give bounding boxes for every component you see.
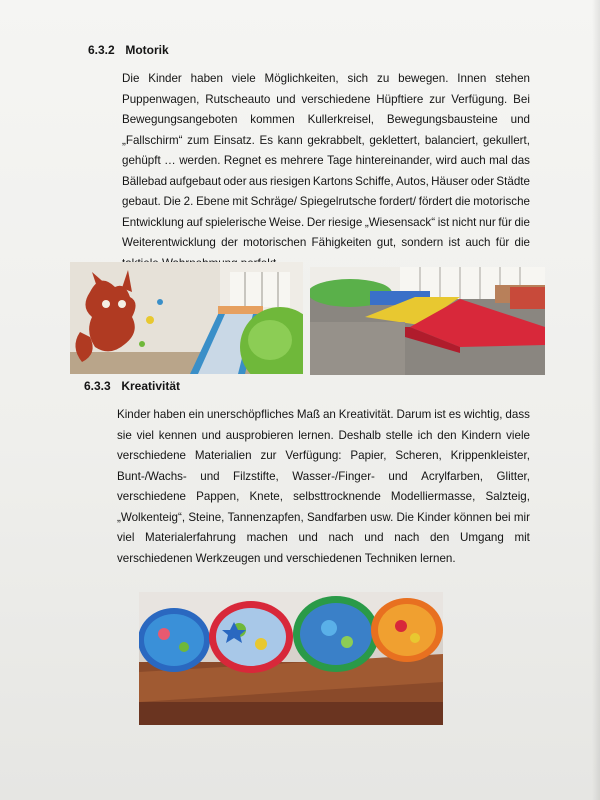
paragraph-line: Kinder haben ein unerschöpfliches Maß an Kreativität. Darum ist es wichtig, dass	[117, 408, 530, 421]
paragraph-line: gehüpft … werden. Regnet es mehrere Tage hintereinander, wird auch mal das	[122, 154, 530, 167]
paragraph-line: Puppenwagen, Rutscheauto und verschiedene Hüpftiere zur Verfügung. Bei	[122, 92, 530, 106]
page-edge-shadow	[592, 0, 600, 800]
paragraph-line: „Fallschirm“ zum Einsatz. Es kann gekrabbelt, geklettert, balanciert, gekullert,	[122, 133, 530, 147]
section-number: 6.3.2	[88, 43, 115, 57]
paragraph-line: verschiedenen Werkzeugen und verschiedenen Techniken lernen.	[117, 551, 456, 565]
paragraph-line: Weiterentwicklung der motorischen Fähigkeiten gut, sondern ist auch für die	[122, 236, 530, 249]
photo-soft-play-mats	[310, 267, 545, 375]
section-heading-kreativitaet	[84, 379, 180, 393]
section-heading-motorik	[88, 43, 169, 57]
paragraph-line: „Wolkenteig“, Steine, Tannenzapfen, Sandfarben usw. Die Kinder können bei mir	[117, 510, 530, 524]
paragraph-line: Die Kinder haben viele Möglichkeiten, sich zu bewegen. Innen stehen	[122, 72, 530, 85]
paragraph-line: Entwicklung auf spielerische Weise. Der riesige „Wiesensack“ ist nicht nur für die	[122, 215, 530, 229]
paragraph-line: verschiedene Materialien zur Verfügung: Papier, Scheren, Krippenkleister,	[117, 449, 530, 462]
photo-painted-lanterns	[139, 592, 443, 725]
paragraph-line: Bewegungsangeboten kommen Kullerkreisel, Bewegungsbausteine und	[122, 113, 530, 126]
motorik-paragraph	[122, 69, 530, 274]
paragraph-line: Bällebad aufgebaut oder aus riesigen Kartons Schiffe, Autos, Häuser oder Städte	[122, 174, 530, 188]
paragraph-line: gebaut. Die 2. Ebene mit Schräge/ Spiegelrutsche fordert/ fördert die motorische	[122, 195, 530, 208]
kreativitaet-paragraph	[117, 405, 530, 569]
paragraph-line: viel Materialerfahrung machen und nach und nach den Umgang mit	[117, 531, 530, 544]
section-title: Kreativität	[121, 379, 181, 393]
paragraph-line: verschiedene Pappen, Knete, selbsttrocknende Modelliermasse, Salzteig,	[117, 490, 530, 503]
photo-play-area-slide	[70, 262, 303, 374]
section-number: 6.3.3	[84, 379, 111, 393]
paragraph-line: Bunt-/Wachs- und Filzstifte, Wasser-/Finger- und Acrylfarben, Glitter,	[117, 469, 530, 483]
section-title: Motorik	[125, 43, 169, 57]
paragraph-line: sie viel kennen und ausprobieren lernen. Deshalb stelle ich den Kindern viele	[117, 428, 530, 442]
